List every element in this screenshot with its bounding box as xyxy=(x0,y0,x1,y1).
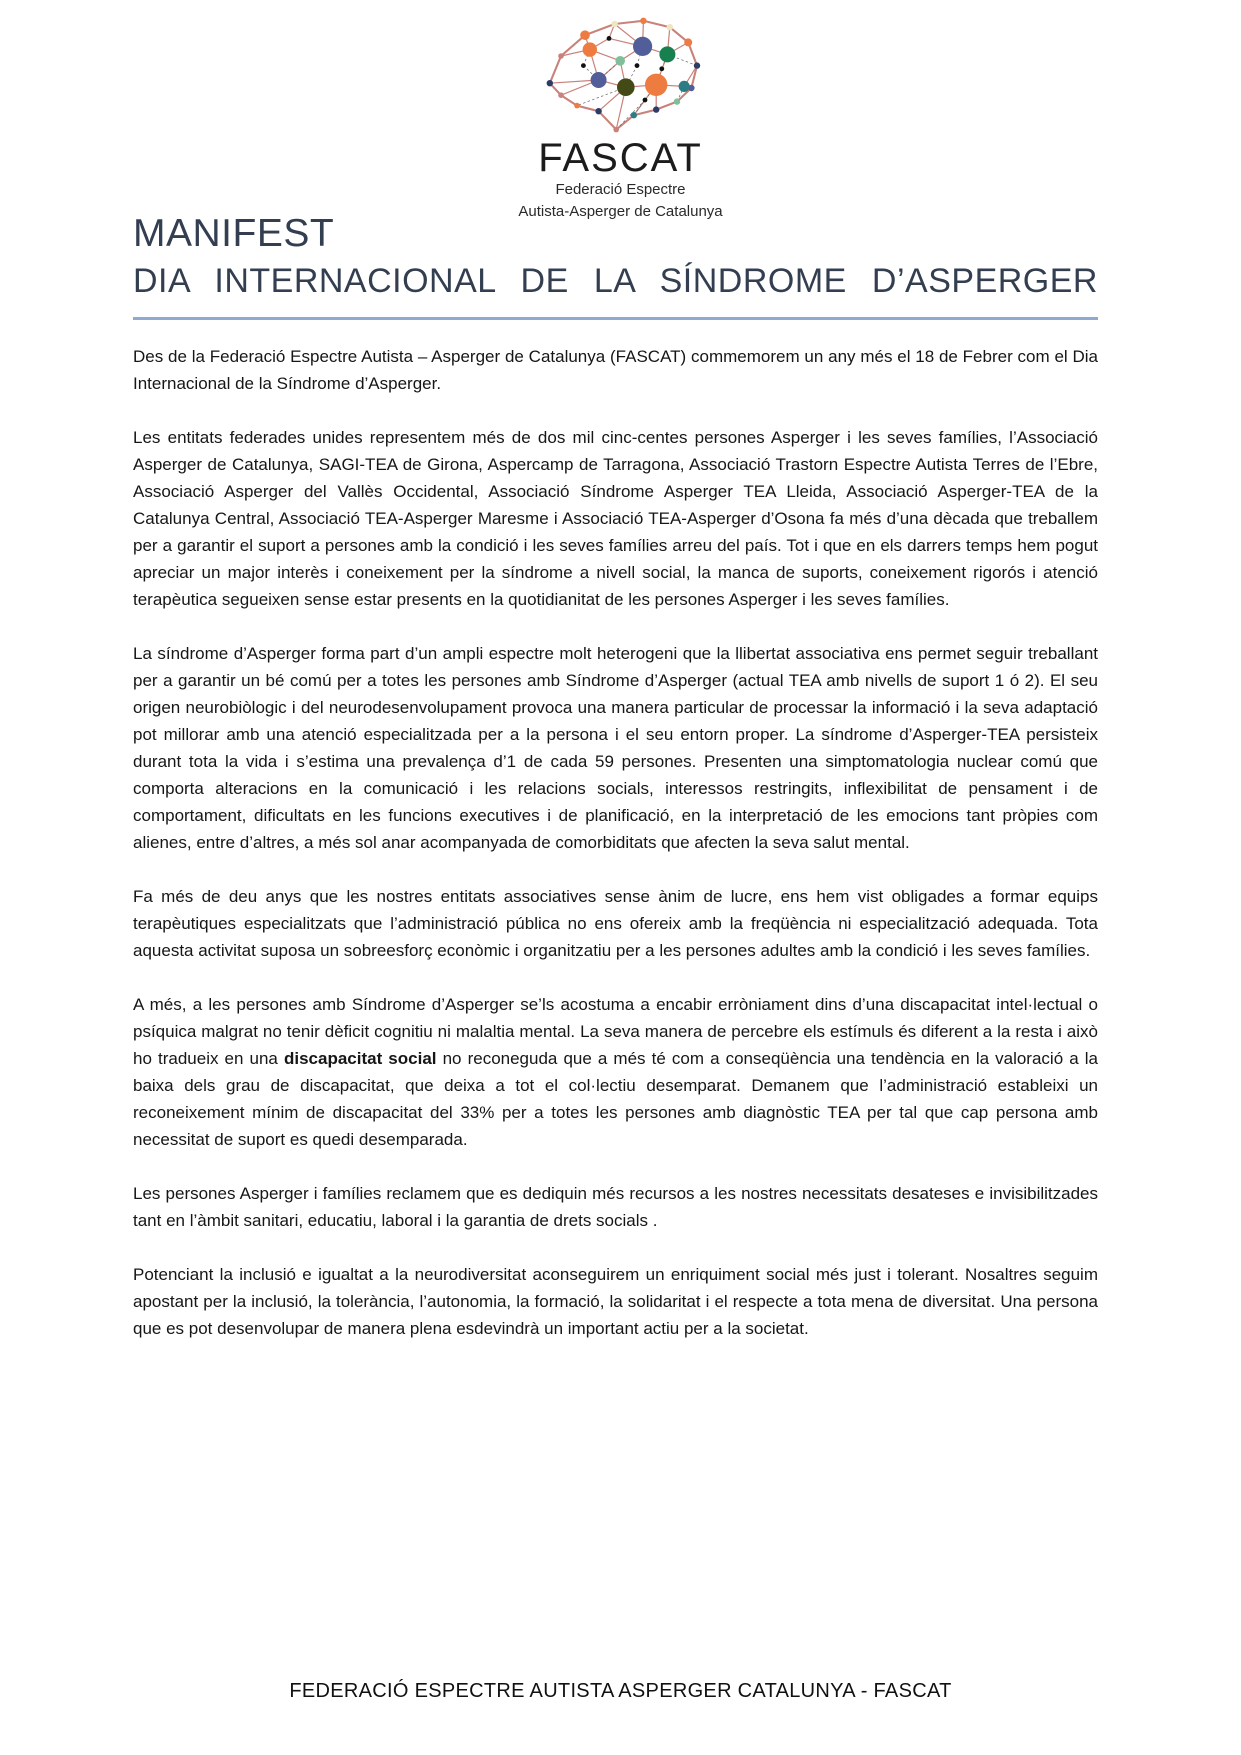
paragraph-disability-after: no reconeguda que a més té com a conseqüència una tendència en la valoració a la baixa dels grau de discapacitat, que deixa a tot el col·lectiu desemparat. Demanem que l’administració estableixi un reconeixement mínim de discapacitat del 33% per a totes les persones amb diagnòstic TEA per tal que cap persona amb necessitat de suport es quedi desemparada. xyxy=(133,1048,1098,1149)
paragraph-disability-bold: discapacitat social xyxy=(283,1048,437,1068)
logo-subtitle-line2: Autista-Asperger de Catalunya xyxy=(518,202,723,220)
document-body xyxy=(133,212,1098,1369)
paragraph-intro: Des de la Federació Espectre Autista – Asperger de Catalunya (FASCAT) commemorem un any més el 18 de Febrer com el Dia Internacional de la Síndrome d’Asperger. xyxy=(133,346,1098,393)
footer-text: FEDERACIÓ ESPECTRE AUTISTA ASPERGER CATALUNYA - FASCAT xyxy=(289,1680,952,1702)
paragraph-inclusion: Potenciant la inclusió e igualtat a la neurodiversitat aconseguirem un enriquiment social més just i tolerant. Nosaltres seguim apostant per la inclusió, la tolerància, l’autonomia, la formació, la solidaritat i el respecte a tota mena de diversitat. Una persona que es pot desenvolupar de manera plena esdevindrà un important actiu per a la societat. xyxy=(133,1264,1098,1338)
title-divider xyxy=(133,317,1098,320)
logo-brand-text: FASCAT xyxy=(538,136,703,180)
paragraph-syndrome: La síndrome d’Asperger forma part d’un ampli espectre molt heterogeni que la llibertat associativa ens permet seguir treballant per a garantir un bé comú per a totes les persones amb Síndrome d’Asperger (actual TEA amb nivells de suport 1 ó 2). El seu origen neurobiòlogic i del neurodesenvolupament provoca una manera particular de processar la informació i la seva adaptació pot millorar amb una atenció especialitzada per a la persona i el seu entorn proper. La síndrome d’Asperger-TEA persisteix durant tota la vida i s’estima una prevalença d’1 de cada 59 persones. Presenten una simptomatologia nuclear comú que comporta alteracions en la comunicació i les relacions socials, interessos restringits, inflexibilitat de pensament i de comportament, dificultats en les funcions executives i de planificació, en la interpretació de les emocions tant pròpies com alienes, entre d’altres, a més sol anar acompanyada de comorbiditats que afecten la seva salut mental. xyxy=(133,643,1098,852)
paragraph-entities: Les entitats federades unides representem més de dos mil cinc-centes persones Asperger i les seves famílies, l’Associació Asperger de Catalunya, SAGI-TEA de Girona, Aspercamp de Tarragona, Associació Trastorn Espectre Autista Terres de l’Ebre, Associació Asperger del Vallès Occidental, Associació Síndrome Asperger TEA Lleida, Associació Asperger-TEA de la Catalunya Central, Associació TEA-Asperger Maresme i Associació TEA-Asperger d’Osona fa més d’una dècada que treballem per a garantir el suport a persones amb la condició i les seves famílies arreu del país. Tot i que en els darrers temps hem pogut apreciar un major interès i coneixement per la síndrome a nivell social, la manca de suports, coneixement rigorós i atenció terapèutica segueixen sense estar presents en la quotidianitat de les persones Asperger i les seves famílies. xyxy=(133,427,1098,609)
brain-network-icon xyxy=(518,16,724,136)
logo-subtitle-line1: Federació Espectre xyxy=(555,181,686,198)
paragraph-demands: Les persones Asperger i famílies reclamem que es dediquin més recursos a les nostres necessitats desateses e invisibilitzades tant en l’àmbit sanitari, educatiu, laboral i la garantia de drets socials . xyxy=(133,1183,1098,1230)
paragraph-disability-before: A més, a les persones amb Síndrome d’Asperger se’ls acostuma a encabir erròniament dins d’una discapacitat intel·lectual o psíquica malgrat no tenir dèficit cognitiu ni malaltia mental. La seva manera de percebre els estímuls és diferent a la resta i això ho tradueix en una xyxy=(133,994,1098,1068)
paragraph-disability xyxy=(133,991,1098,1153)
fascat-logo xyxy=(0,16,1241,222)
page-subtitle: DIA INTERNACIONAL DE LA SÍNDROME D’ASPERGER xyxy=(133,261,1098,300)
manifest-text xyxy=(133,343,1098,1342)
paragraph-teams: Fa més de deu anys que les nostres entitats associatives sense ànim de lucre, ens hem vist obligades a formar equips terapèutiques especialitzats que l’administració pública no ens ofereix amb la freqüència ni especialització adequada. Tota aquesta activitat suposa un sobreesforç econòmic i organitzatiu per a les persones adultes amb la condició i les seves famílies. xyxy=(133,886,1098,960)
page-title: MANIFEST xyxy=(133,212,335,255)
